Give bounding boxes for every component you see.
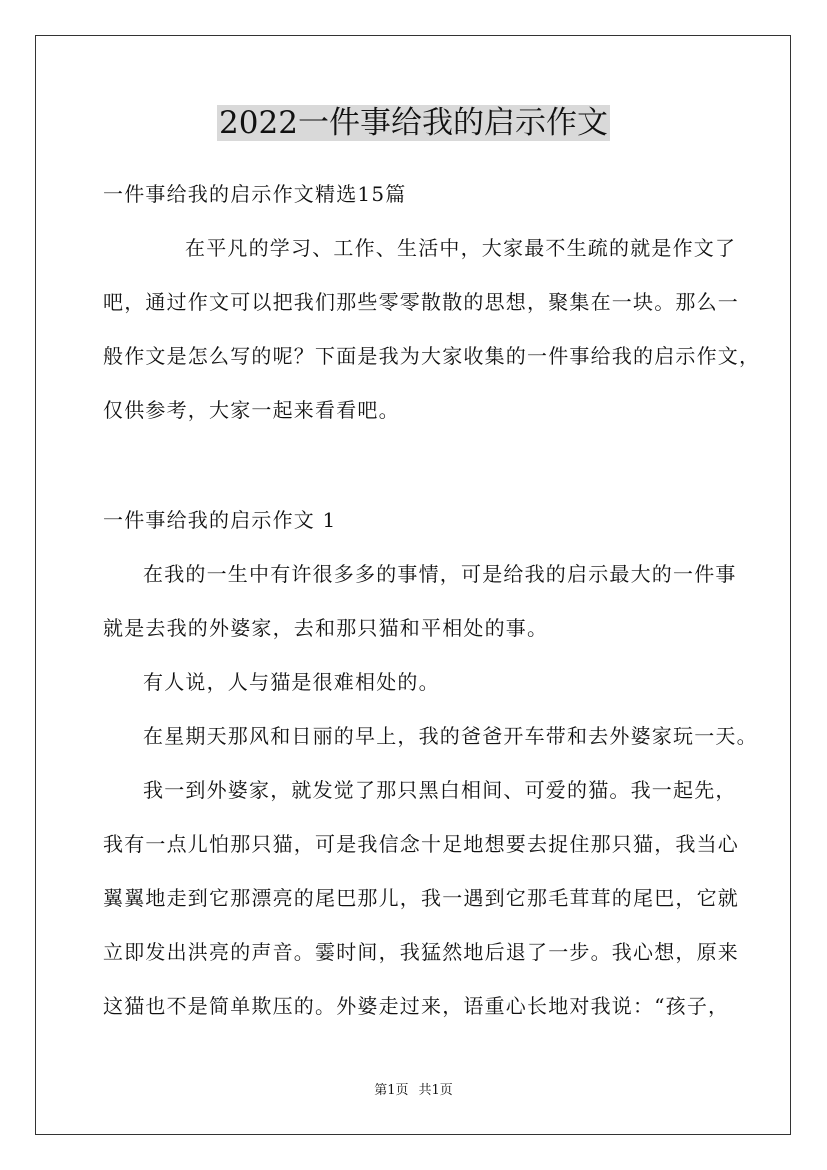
body-line-9: 这猫也不是简单欺压的。外婆走过来，语重心长地对我说：“孩子， [103,994,730,1018]
body-line-2: 就是去我的外婆家，去和那只猫和平相处的事。 [103,616,549,640]
body-line-6: 我有一点儿怕那只猫，可是我信念十足地想要去捉住那只猫，我当心 [103,832,739,856]
document-title-text: 2022一件事给我的启示作文 [219,105,608,141]
document-subtitle: 一件事给我的启示作文精选15篇 [103,182,407,206]
intro-line-4: 仅供参考，大家一起来看看吧。 [103,398,400,422]
body-line-4: 在星期天那风和日丽的早上，我的爸爸开车带和去外婆家玩一天。 [143,724,758,748]
intro-line-1: 在平凡的学习、工作、生活中，大家最不生疏的就是作文了 [185,236,737,260]
document-title [0,103,827,143]
page-total: 共1页 [418,1083,453,1098]
page-footer [0,1082,827,1100]
intro-line-2: 吧，通过作文可以把我们那些零零散散的思想，聚集在一块。那么一 [103,290,739,314]
body-line-1: 在我的一生中有许很多多的事情，可是给我的启示最大的一件事 [143,562,737,586]
body-line-8: 立即发出洪亮的声音。霎时间，我猛然地后退了一步。我心想，原来 [103,940,739,964]
body-line-5: 我一到外婆家，就发觉了那只黑白相间、可爱的猫。我一起先， [143,778,737,802]
section-heading: 一件事给我的启示作文 1 [103,508,337,532]
page-number: 第1页 [374,1083,409,1098]
intro-line-3: 般作文是怎么写的呢？下面是我为大家收集的一件事给我的启示作文， [103,344,761,368]
body-line-3: 有人说，人与猫是很难相处的。 [143,670,440,694]
body-line-7: 翼翼地走到它那漂亮的尾巴那儿，我一遇到它那毛茸茸的尾巴，它就 [103,886,739,910]
